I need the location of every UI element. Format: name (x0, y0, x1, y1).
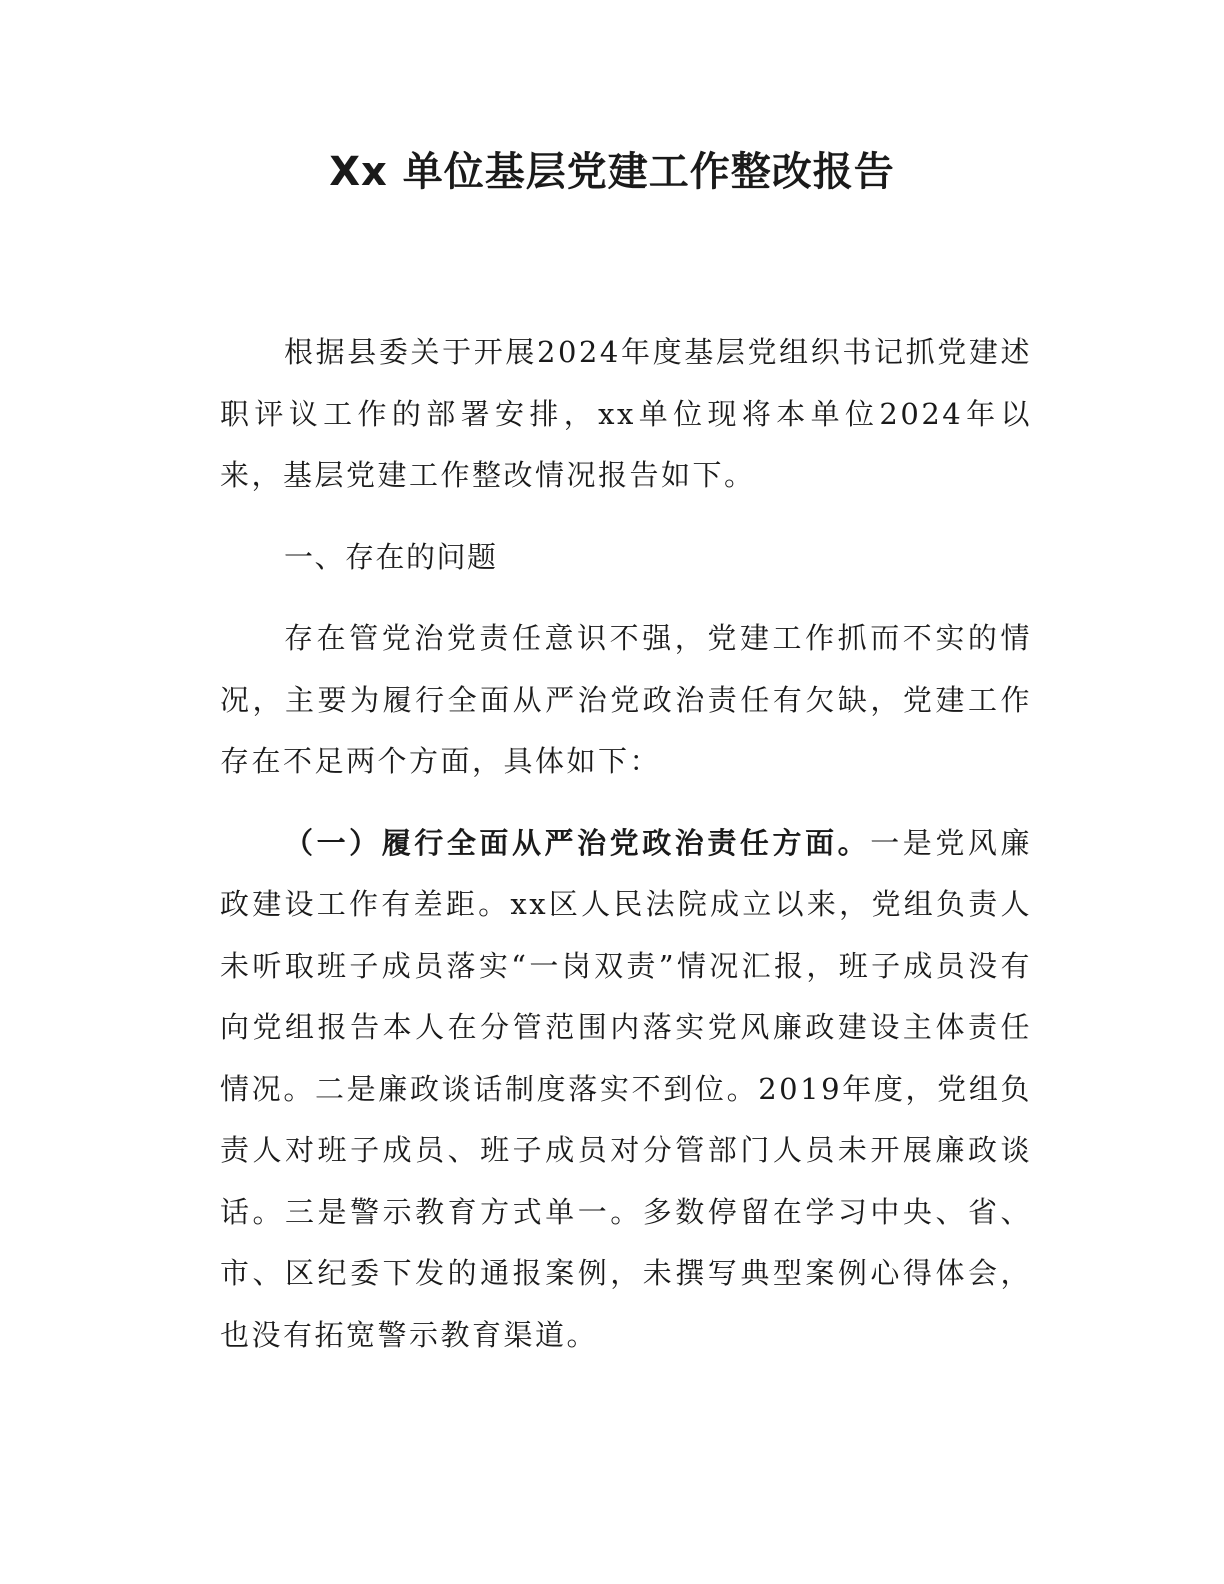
section-heading-problems: 一、存在的问题 (284, 539, 498, 574)
subsection-text: 一是党风廉政建设工作有差距。xx区人民法院成立以来，党组负责人未听取班子成员落实“一岗双责”情况汇报，班子成员没有向党组报告本人在分管范围内落实党风廉政建设主体责任情况。二是廉政谈话制度落实不到位。2019年度，党组负责人对班子成员、班子成员对分管部门人员未开展廉政谈话。三是警示教育方式单一。多数停留在学习中央、省、市、区纪委下发的通报案例，未撰写典型案例心得体会，也没有拓宽警示教育渠道。 (220, 825, 1032, 1352)
section-paragraph-problems: 存在管党治党责任意识不强，党建工作抓而不实的情况，主要为履行全面从严治党政治责任有欠缺，党建工作存在不足两个方面，具体如下： (220, 621, 1032, 778)
subsection-paragraph-responsibility (220, 813, 1032, 1367)
document-title: Xx 单位基层党建工作整改报告 (329, 149, 895, 195)
intro-paragraph: 根据县委关于开展2024年度基层党组织书记抓党建述职评议工作的部署安排，xx单位现将本单位2024年以来，基层党建工作整改情况报告如下。 (220, 335, 1032, 492)
subsection-lead: （一）履行全面从严治党政治责任方面。 (284, 825, 871, 860)
document-body (220, 322, 1032, 1366)
